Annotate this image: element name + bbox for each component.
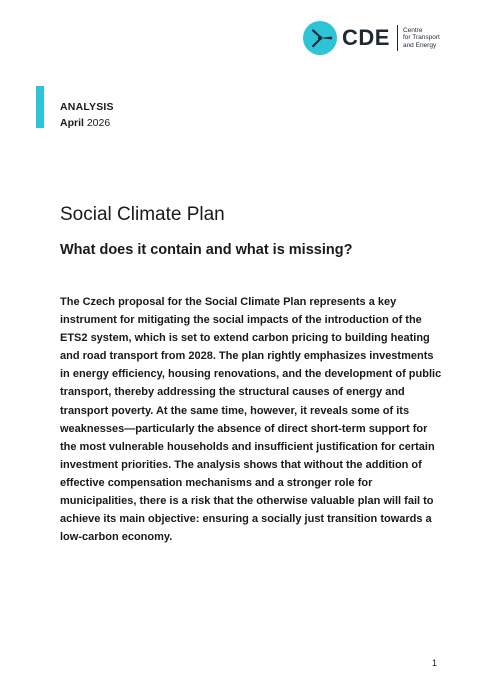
logo-tagline-line: Centre: [402, 26, 423, 34]
date-month: April: [60, 117, 84, 129]
cde-logo: [303, 21, 440, 55]
document-date: [60, 117, 110, 129]
document-title: Social Climate Plan: [60, 204, 225, 225]
logo-tagline-line: and Energy: [402, 41, 437, 49]
accent-bar: [36, 86, 44, 128]
date-year: 2026: [86, 117, 111, 129]
page-number: 1: [432, 658, 438, 668]
logo-tagline: [403, 27, 440, 50]
document-type-label: ANALYSIS: [60, 101, 114, 113]
abstract-paragraph: The Czech proposal for the Social Climate Plan represents a key instrument for mitigating the social impacts of the introduction of the ETS2 system, which is set to extend carbon pricing to building heating and road transport from 2028. The plan rightly emphasizes investments in energy efficiency, housing renovations, and the development of public transport, thereby addressing the structural causes of energy and transport poverty. At the same time, however, it reveals some of its weaknesses—particularly the absence of direct short-term support for the most vulnerable households and insufficient justification for certain investment priorities. The analysis shows that without the addition of effective compensation mechanisms and a stronger role for municipalities, there is a risk that the otherwise valuable plan will fail to achieve its main objective: ensuring a socially just transition towards a low-carbon economy.: [60, 296, 442, 544]
logo-wordmark: CDE: [342, 25, 390, 50]
logo-divider: [397, 25, 398, 51]
document-subtitle: What does it contain and what is missing?: [60, 242, 353, 258]
logo-tagline-line: for Transport: [402, 34, 440, 42]
turbine-logo-icon: [303, 21, 337, 55]
